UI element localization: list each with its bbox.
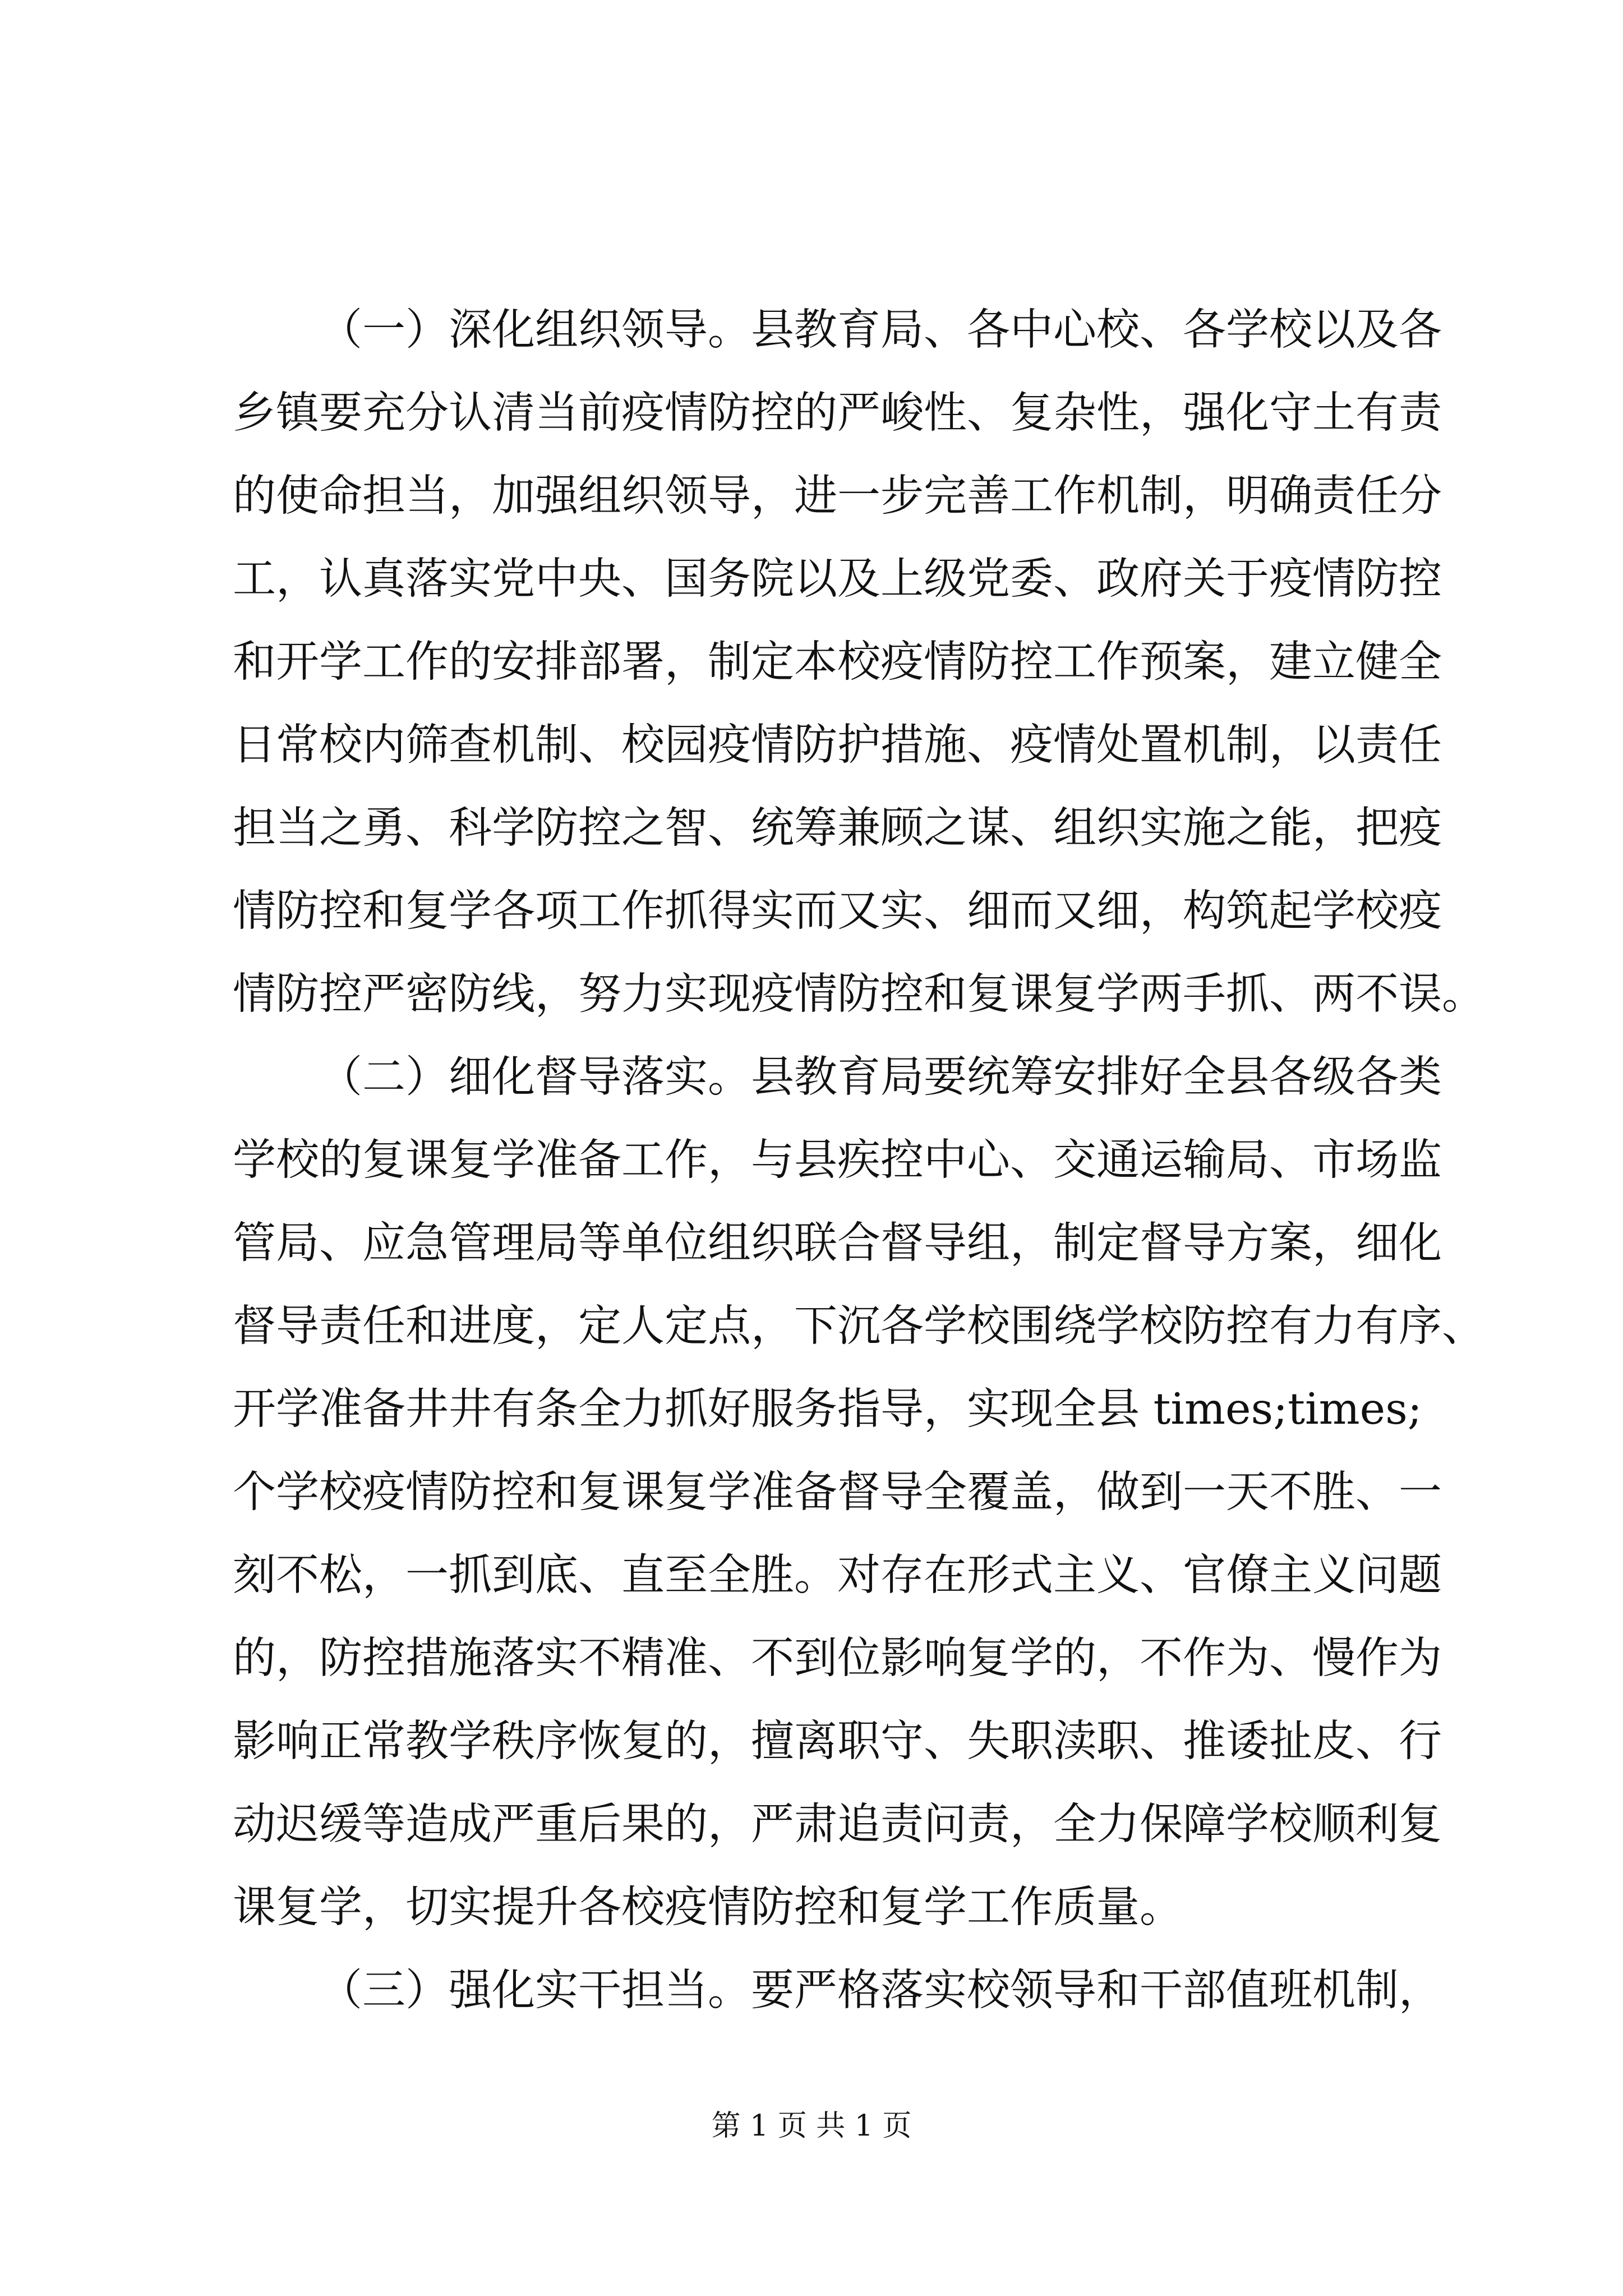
- text-line: 开学准备井井有条全力抓好服务指导，实现全县 times;times;: [233, 1384, 1422, 1434]
- text-line: 管局、应急管理局等单位组织联合督导组，制定督导方案，细化: [233, 1218, 1442, 1268]
- text-line: 影响正常教学秩序恢复的，擅离职守、失职渎职、推诿扯皮、行: [233, 1717, 1442, 1766]
- text-line: 课复学，切实提升各校疫情防控和复学工作质量。: [233, 1883, 1183, 1932]
- page-number-label: 第 1 页 共 1 页: [711, 2109, 912, 2143]
- text-line: 动迟缓等造成严重后果的，严肃追责问责，全力保障学校顺利复: [233, 1800, 1442, 1849]
- text-line: 个学校疫情防控和复课复学准备督导全覆盖，做到一天不胜、一: [233, 1467, 1442, 1517]
- text-line: 刻不松，一抓到底、直至全胜。对存在形式主义、官僚主义问题: [233, 1550, 1442, 1600]
- text-line: 担当之勇、科学防控之智、统筹兼顾之谋、组织实施之能，把疫: [233, 803, 1442, 853]
- text-line: （一）深化组织领导。县教育局、各中心校、各学校以及各: [319, 305, 1442, 355]
- text-line: 学校的复课复学准备工作，与县疾控中心、交通运输局、市场监: [233, 1135, 1442, 1185]
- text-line: 工，认真落实党中央、国务院以及上级党委、政府关于疫情防控: [233, 554, 1442, 604]
- text-line: 情防控和复学各项工作抓得实而又实、细而又细，构筑起学校疫: [233, 886, 1442, 936]
- text-line: 乡镇要充分认清当前疫情防控的严峻性、复杂性，强化守土有责: [233, 388, 1442, 438]
- text-line: 日常校内筛查机制、校园疫情防护措施、疫情处置机制，以责任: [233, 720, 1442, 770]
- document-body: [233, 289, 1485, 2032]
- paragraph-2: [233, 1036, 1485, 1949]
- text-line: 督导责任和进度，定人定点，下沉各学校围绕学校防控有力有序、: [233, 1301, 1485, 1351]
- paragraph-3: [233, 1949, 1442, 2032]
- page-footer: [0, 2106, 1623, 2146]
- text-line: 的，防控措施落实不精准、不到位影响复学的，不作为、慢作为: [233, 1634, 1442, 1683]
- paragraph-1: [233, 289, 1485, 1036]
- text-line: （二）细化督导落实。县教育局要统筹安排好全县各级各类: [319, 1052, 1442, 1102]
- text-line: 和开学工作的安排部署，制定本校疫情防控工作预案，建立健全: [233, 637, 1442, 687]
- text-line: 情防控严密防线，努力实现疫情防控和复课复学两手抓、两不误。: [233, 969, 1485, 1019]
- text-line: （三）强化实干担当。要严格落实校领导和干部值班机制，: [319, 1966, 1442, 2016]
- text-line: 的使命担当，加强组织领导，进一步完善工作机制，明确责任分: [233, 471, 1442, 521]
